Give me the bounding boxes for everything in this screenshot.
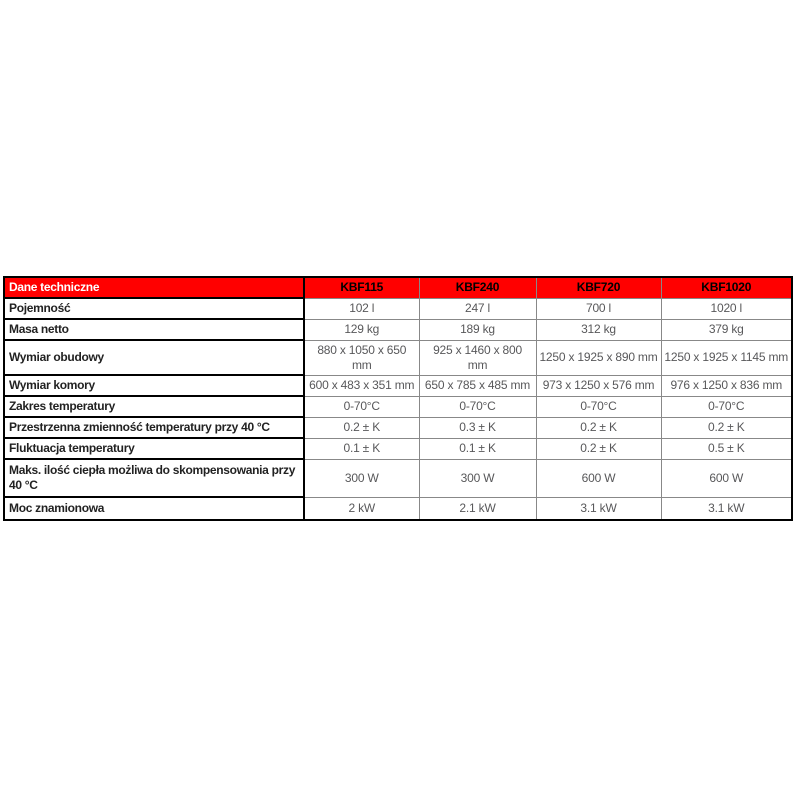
table-row	[4, 417, 792, 438]
value-cell: 129 kg	[304, 319, 419, 340]
value-cell: 3.1 kW	[536, 497, 661, 520]
value-cell: 2.1 kW	[419, 497, 536, 520]
value-cell: 102 l	[304, 298, 419, 319]
table-row	[4, 396, 792, 417]
value-cell: 2 kW	[304, 497, 419, 520]
row-label: Przestrzenna zmienność temperatury przy 40 °C	[4, 417, 304, 438]
spec-table	[3, 276, 793, 521]
value-cell: 1020 l	[661, 298, 792, 319]
row-label: Moc znamionowa	[4, 497, 304, 520]
value-cell: 0.2 ± K	[661, 417, 792, 438]
value-cell: 300 W	[419, 459, 536, 497]
value-cell: 0.2 ± K	[304, 417, 419, 438]
value-cell: 1250 x 1925 x 890 mm	[536, 340, 661, 375]
table-row	[4, 497, 792, 520]
column-header: KBF1020	[661, 277, 792, 298]
value-cell: 0.2 ± K	[536, 438, 661, 459]
value-cell: 0.2 ± K	[536, 417, 661, 438]
table-header-row	[4, 277, 792, 298]
value-cell: 0.1 ± K	[419, 438, 536, 459]
table-title-cell: Dane techniczne	[4, 277, 304, 298]
value-cell: 0-70°C	[661, 396, 792, 417]
table-row	[4, 340, 792, 375]
value-cell: 1250 x 1925 x 1145 mm	[661, 340, 792, 375]
value-cell: 600 x 483 x 351 mm	[304, 375, 419, 396]
value-cell: 700 l	[536, 298, 661, 319]
value-cell: 0.3 ± K	[419, 417, 536, 438]
spec-table-section	[3, 276, 793, 521]
value-cell: 247 l	[419, 298, 536, 319]
value-cell: 0-70°C	[304, 396, 419, 417]
value-cell: 925 x 1460 x 800 mm	[419, 340, 536, 375]
row-label: Masa netto	[4, 319, 304, 340]
value-cell: 0-70°C	[536, 396, 661, 417]
row-label: Maks. ilość ciepła możliwa do skompensowania przy 40 °C	[4, 459, 304, 497]
value-cell: 976 x 1250 x 836 mm	[661, 375, 792, 396]
row-label: Zakres temperatury	[4, 396, 304, 417]
row-label: Wymiar komory	[4, 375, 304, 396]
value-cell: 0.1 ± K	[304, 438, 419, 459]
table-row	[4, 459, 792, 497]
column-header: KBF720	[536, 277, 661, 298]
row-label: Pojemność	[4, 298, 304, 319]
value-cell: 189 kg	[419, 319, 536, 340]
value-cell: 379 kg	[661, 319, 792, 340]
value-cell: 0.5 ± K	[661, 438, 792, 459]
value-cell: 312 kg	[536, 319, 661, 340]
value-cell: 880 x 1050 x 650 mm	[304, 340, 419, 375]
value-cell: 600 W	[661, 459, 792, 497]
value-cell: 650 x 785 x 485 mm	[419, 375, 536, 396]
table-row	[4, 438, 792, 459]
column-header: KBF240	[419, 277, 536, 298]
row-label: Fluktuacja temperatury	[4, 438, 304, 459]
value-cell: 3.1 kW	[661, 497, 792, 520]
column-header: KBF115	[304, 277, 419, 298]
table-row	[4, 375, 792, 396]
table-row	[4, 298, 792, 319]
value-cell: 973 x 1250 x 576 mm	[536, 375, 661, 396]
value-cell: 300 W	[304, 459, 419, 497]
table-body	[4, 298, 792, 520]
value-cell: 600 W	[536, 459, 661, 497]
row-label: Wymiar obudowy	[4, 340, 304, 375]
value-cell: 0-70°C	[419, 396, 536, 417]
table-row	[4, 319, 792, 340]
